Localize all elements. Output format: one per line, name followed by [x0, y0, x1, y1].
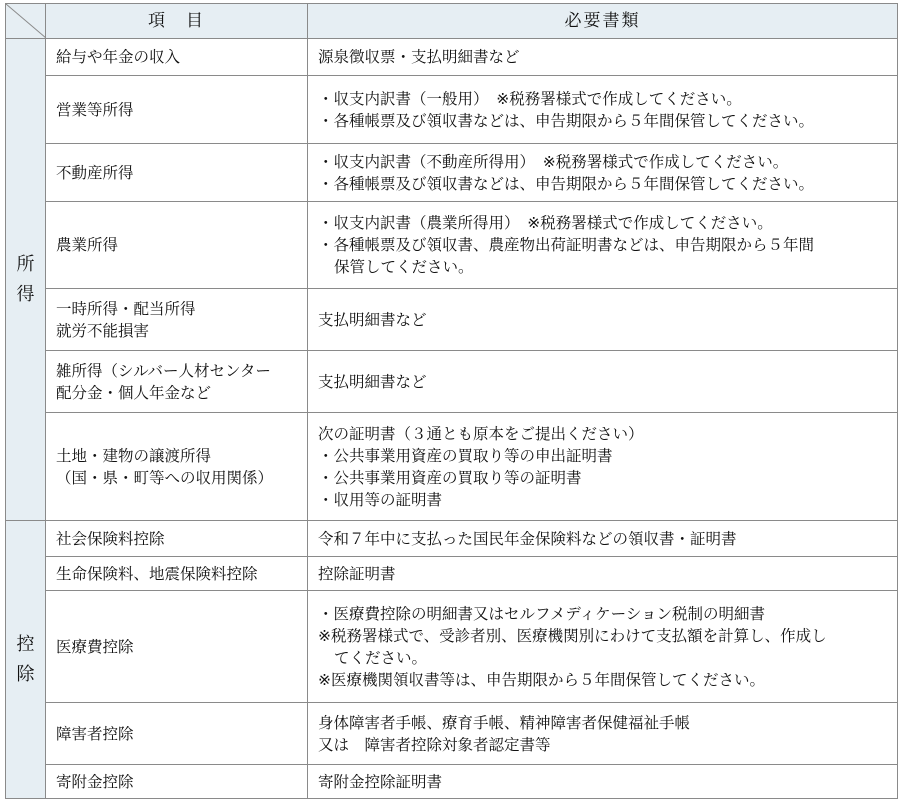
- text-line: 支払明細書など: [318, 310, 427, 329]
- header-row: [6, 4, 898, 39]
- table-row: [6, 413, 898, 521]
- text-line: 農業所得: [56, 236, 119, 254]
- text-line: ・収支内訳書（不動産所得用） ※税務署様式で作成してください。: [318, 152, 789, 171]
- item-cell: [46, 351, 308, 413]
- item-cell: [46, 144, 308, 202]
- text-line: 次の証明書（３通とも原本をご提出ください）: [318, 424, 644, 443]
- text-line: 支払明細書など: [318, 372, 427, 391]
- table-row: [6, 703, 898, 765]
- table-row: [6, 39, 898, 76]
- text-line: 一時所得・配当所得: [56, 299, 196, 318]
- text-line: ・収支内訳書（農業所得用） ※税務署様式で作成してください。: [318, 214, 773, 232]
- document-cell: [308, 703, 898, 765]
- text-line: てください。: [334, 648, 428, 667]
- document-cell: [308, 413, 898, 521]
- text-line: ※税務署様式で、受診者別、医療機関別にわけて支払額を計算し、作成し: [318, 626, 827, 645]
- document-cell: [308, 557, 898, 591]
- required-documents-table-wrapper: [5, 3, 897, 799]
- table-row: [6, 557, 898, 591]
- item-cell: [46, 202, 308, 289]
- text-line: 源泉徴収票・支払明細書など: [318, 48, 520, 66]
- text-line: （国・県・町等への収用関係）: [56, 468, 274, 487]
- text-line: 寄附金控除証明書: [318, 772, 443, 791]
- text-line: ・各種帳票及び領収書などは、申告期限から５年間保管してください。: [318, 111, 815, 130]
- document-cell: [308, 39, 898, 76]
- text-line: 営業等所得: [56, 100, 134, 119]
- text-line: ・各種帳票及び領収書などは、申告期限から５年間保管してください。: [318, 174, 815, 193]
- category-deduction: 控 除: [6, 521, 46, 799]
- table-row: [6, 351, 898, 413]
- text-line: 不動産所得: [56, 163, 134, 182]
- table-row: [6, 765, 898, 799]
- item-cell: [46, 591, 308, 703]
- text-line: 令和７年中に支払った国民年金保険料などの領収書・証明書: [318, 529, 737, 548]
- text-line: 身体障害者手帳、療育手帳、精神障害者保健福祉手帳: [318, 713, 691, 732]
- item-column-header: 項 目: [46, 4, 308, 39]
- document-cell: [308, 202, 898, 289]
- text-line: 就労不能損害: [56, 321, 150, 340]
- text-line: ・収用等の証明書: [318, 490, 443, 509]
- item-cell: [46, 76, 308, 144]
- text-line: 又は 障害者控除対象者認定書等: [318, 735, 551, 754]
- text-line: ・公共事業用資産の買取り等の証明書: [318, 468, 582, 487]
- text-line: 医療費控除: [56, 637, 134, 656]
- text-line: 土地・建物の譲渡所得: [56, 446, 212, 465]
- category-income: 所 得: [6, 39, 46, 521]
- table-row: [6, 76, 898, 144]
- table-row: [6, 289, 898, 351]
- item-cell: [46, 39, 308, 76]
- document-cell: [308, 591, 898, 703]
- item-cell: [46, 521, 308, 557]
- text-line: ・医療費控除の明細書又はセルフメディケーション税制の明細書: [318, 604, 766, 623]
- item-cell: [46, 413, 308, 521]
- documents-column-header: 必要書類: [308, 4, 898, 39]
- text-line: ・収支内訳書（一般用） ※税務署様式で作成してください。: [318, 89, 742, 108]
- item-cell: [46, 557, 308, 591]
- text-line: 雑所得（シルバー人材センター: [56, 361, 271, 380]
- table-row: [6, 144, 898, 202]
- text-line: 配分金・個人年金など: [56, 383, 212, 402]
- required-documents-table: [5, 3, 898, 799]
- document-cell: [308, 289, 898, 351]
- text-line: 社会保険料控除: [56, 529, 165, 548]
- text-line: 保管してください。: [334, 258, 474, 276]
- document-cell: [308, 76, 898, 144]
- table-row: [6, 521, 898, 557]
- document-cell: [308, 144, 898, 202]
- document-cell: [308, 521, 898, 557]
- item-cell: [46, 765, 308, 799]
- text-line: 給与や年金の収入: [56, 48, 181, 66]
- item-cell: [46, 289, 308, 351]
- document-cell: [308, 765, 898, 799]
- text-line: ・各種帳票及び領収書、農産物出荷証明書などは、申告期限から５年間: [318, 236, 815, 254]
- corner-cell: [6, 4, 46, 39]
- text-line: ※医療機関領収書等は、申告期限から５年間保管してください。: [318, 670, 765, 689]
- text-line: 障害者控除: [56, 724, 134, 743]
- table-row: [6, 591, 898, 703]
- text-line: 寄附金控除: [56, 772, 134, 791]
- item-cell: [46, 703, 308, 765]
- text-line: 控除証明書: [318, 564, 396, 583]
- text-line: 生命保険料、地震保険料控除: [56, 564, 258, 583]
- diagonal-line: [6, 4, 46, 38]
- table-row: [6, 202, 898, 289]
- text-line: ・公共事業用資産の買取り等の申出証明書: [318, 446, 613, 465]
- document-cell: [308, 351, 898, 413]
